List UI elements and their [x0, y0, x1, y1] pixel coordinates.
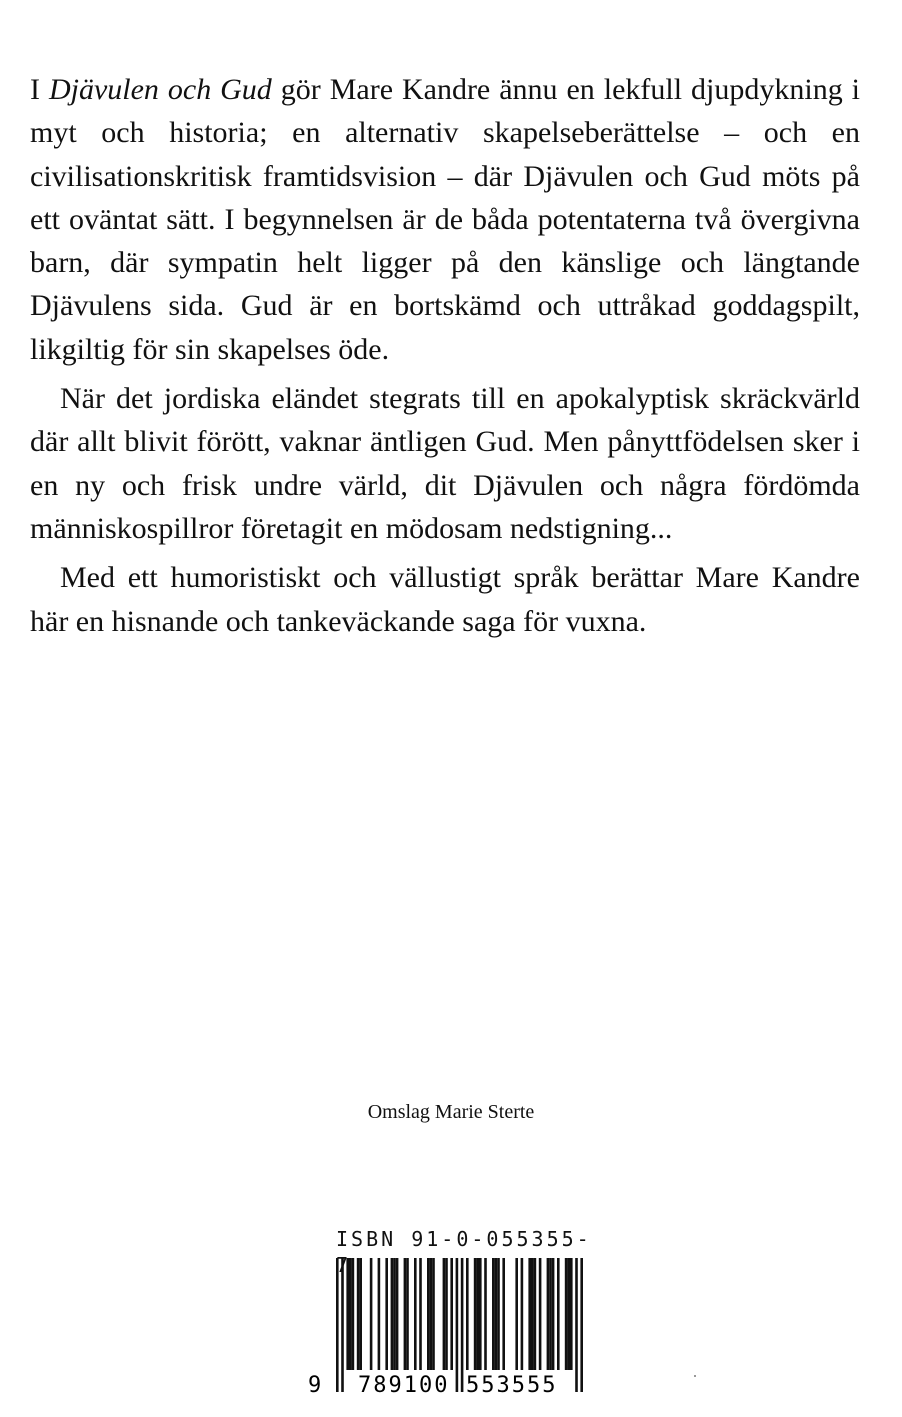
barcode-guard-bar	[575, 1258, 578, 1392]
barcode-guard-bar	[461, 1258, 464, 1392]
barcode-bar	[515, 1258, 518, 1370]
barcode-bar	[502, 1258, 505, 1370]
barcode-bar	[430, 1258, 433, 1370]
barcode-bar	[352, 1258, 355, 1370]
barcode-bar	[474, 1258, 477, 1370]
barcode-bar	[359, 1258, 362, 1370]
barcode-bar	[549, 1258, 552, 1370]
barcode-bar	[427, 1258, 430, 1370]
barcode-bar	[547, 1258, 550, 1370]
barcode-digits-right: 553555	[466, 1373, 558, 1398]
paragraph-3: Med ett humoristiskt och vällustigt språk berättar Mare Kandre här en hisnande och tankeväckande saga för vuxna.	[30, 561, 860, 638]
barcode-bar	[492, 1258, 495, 1370]
barcode-bar	[521, 1258, 524, 1370]
barcode-bar	[528, 1258, 531, 1370]
barcode-bar	[385, 1258, 388, 1370]
barcode-bar	[466, 1258, 469, 1370]
paragraph-2: När det jordiska eländet stegrats till en apokalyptisk skräckvärld där allt blivit förött, vaknar äntligen Gud. Men pånyttfödelsen sker i en ny och frisk undre värld, dit Djävulen och några fördömda människospillror företagit en mödosam nedstigning...	[30, 382, 860, 545]
barcode-bar	[443, 1258, 446, 1370]
barcode-bar	[567, 1258, 570, 1370]
barcode-bar	[565, 1258, 568, 1370]
barcode-bar	[406, 1258, 409, 1370]
barcode-bar	[531, 1258, 534, 1370]
barcode-bar	[396, 1258, 399, 1370]
book-title: Djävulen och Gud	[48, 73, 272, 106]
barcode-bar	[445, 1258, 448, 1370]
barcode-bar	[450, 1258, 453, 1370]
isbn-label: ISBN 91-0-055355-	[336, 1227, 592, 1251]
barcode	[306, 1226, 596, 1396]
barcode-bar	[357, 1258, 360, 1370]
barcode-bar	[414, 1258, 417, 1370]
barcode-guard-bar	[336, 1258, 339, 1392]
barcode-bar	[557, 1258, 560, 1370]
barcode-bar	[570, 1258, 573, 1370]
barcode-bar	[479, 1258, 482, 1370]
barcode-bar	[393, 1258, 396, 1370]
print-speck	[694, 1375, 696, 1377]
barcode-bar	[349, 1258, 352, 1370]
barcode-bar	[534, 1258, 537, 1370]
barcode-bar	[497, 1258, 500, 1370]
barcode-bar	[495, 1258, 498, 1370]
barcode-digits-left: 789100	[358, 1373, 450, 1398]
barcode-bar	[476, 1258, 479, 1370]
barcode-bar	[432, 1258, 435, 1370]
barcode-guard-bar	[580, 1258, 583, 1392]
barcode-bar	[391, 1258, 394, 1370]
barcode-bar	[539, 1258, 542, 1370]
barcode-bars	[306, 1258, 596, 1398]
paragraph-1-lead: I	[30, 73, 49, 106]
paragraph-1-text: gör Mare Kandre ännu en lekfull djupdykning i myt och historia; en alternativ skapelseberättelse – och en civilisationskritisk framtidsvision – där Djävulen och Gud möts på ett oväntat sätt. I begynnelsen är de båda potentaterna två övergivna barn, där sympatin helt ligger på den känslige och längtande Djävulens sida. Gud är en bortskämd och uttråkad goddagspilt, likgiltig för sin skapelses öde.	[30, 73, 860, 366]
barcode-bar	[484, 1258, 487, 1370]
barcode-bar	[404, 1258, 407, 1370]
paragraph-1	[30, 68, 860, 371]
back-cover-description	[30, 68, 860, 643]
cover-credit: Omslag Marie Sterte	[367, 1101, 535, 1123]
barcode-bar	[419, 1258, 422, 1370]
barcode-bar	[378, 1258, 381, 1370]
barcode-digit-first: 9	[308, 1373, 322, 1398]
barcode-guard-bar	[341, 1258, 344, 1392]
barcode-bar	[346, 1258, 349, 1370]
barcode-bar	[552, 1258, 555, 1370]
barcode-bar	[370, 1258, 373, 1370]
barcode-guard-bar	[456, 1258, 459, 1392]
